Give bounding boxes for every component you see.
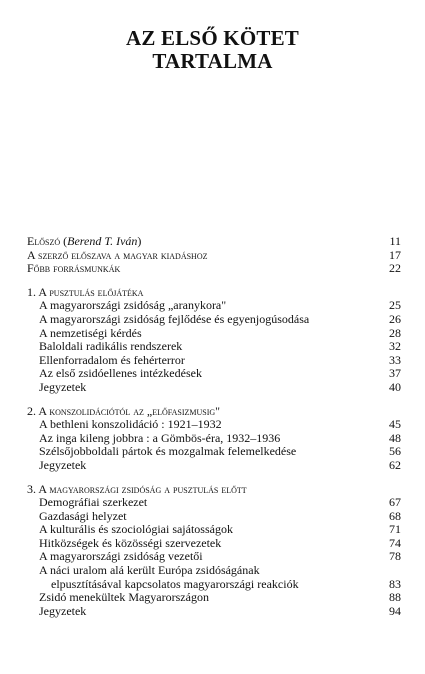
- toc-entry-label-line-2: elpusztításával kapcsolatos magyarországi reakciók: [51, 576, 299, 591]
- toc-entry[interactable]: [27, 418, 401, 432]
- toc-entry-forrasmunkak[interactable]: [27, 262, 401, 276]
- toc-entry[interactable]: [27, 299, 401, 313]
- toc-entry-page: 71: [389, 522, 401, 537]
- toc-entry-page: 33: [389, 352, 401, 367]
- toc-entry-label: Előszó (Berend T. Iván): [27, 234, 142, 248]
- chapter-1-heading[interactable]: [27, 286, 401, 300]
- toc-entry-page: 68: [389, 508, 401, 523]
- chapter-3-heading[interactable]: [27, 483, 401, 497]
- toc-entry-eloszo[interactable]: [27, 235, 401, 249]
- toc-entry-page: 48: [389, 430, 401, 445]
- chapter-heading-label: 3. A magyarországi zsidóság a pusztulás előtt: [27, 481, 247, 496]
- toc-entry-label: Jegyzetek: [39, 603, 87, 618]
- chapter-2-heading[interactable]: [27, 405, 401, 419]
- toc-entry-label: Jegyzetek: [39, 379, 87, 394]
- chapter-heading-label: 1. A pusztulás előjátéka: [27, 284, 144, 299]
- chapter-heading-label: 2. A konszolidációtól az „előfasizmusig": [27, 403, 221, 418]
- toc-entry-label: [39, 564, 299, 591]
- toc-entry[interactable]: [27, 313, 401, 327]
- toc-entry-label: A nemzetiségi kérdés: [39, 325, 142, 340]
- toc-entry[interactable]: [27, 445, 401, 459]
- toc-entry-page: 28: [389, 325, 401, 340]
- toc-entry-page: 22: [389, 261, 401, 276]
- toc-entry[interactable]: [27, 459, 401, 473]
- toc-entry[interactable]: [27, 367, 401, 381]
- toc-entry-label: Az első zsidóellenes intézkedések: [39, 366, 202, 381]
- toc-entry-page: 78: [389, 549, 401, 564]
- toc-entry[interactable]: [27, 354, 401, 368]
- toc-entry[interactable]: [27, 381, 401, 395]
- toc-entry-label: Jegyzetek: [39, 457, 87, 472]
- toc-entry-page: 88: [389, 590, 401, 605]
- toc-entry-page: 67: [389, 495, 401, 510]
- toc-entry-label: A kulturális és szociológiai sajátosságok: [39, 522, 233, 537]
- toc-entry-page: 56: [389, 444, 401, 459]
- toc-entry-page: 25: [389, 298, 401, 313]
- toc-entry[interactable]: [27, 340, 401, 354]
- toc-entry-page: 26: [389, 311, 401, 326]
- toc-entry-label: A magyarországi zsidóság „aranykora": [39, 298, 227, 313]
- toc-entry-page: 32: [389, 339, 401, 354]
- toc-entry-label: Demográfiai szerkezet: [39, 495, 148, 510]
- toc-entry-page: 74: [389, 535, 401, 550]
- toc-entry-label: Hitközségek és közösségi szervezetek: [39, 535, 222, 550]
- toc-entry-page: 94: [389, 603, 401, 618]
- toc-entry[interactable]: [27, 550, 401, 564]
- toc-entry[interactable]: [27, 432, 401, 446]
- toc-entry-page: 45: [389, 417, 401, 432]
- toc-entry[interactable]: [27, 537, 401, 551]
- toc-entry[interactable]: [27, 605, 401, 619]
- toc-entry-page: 62: [389, 457, 401, 472]
- toc-entry[interactable]: [27, 510, 401, 524]
- title-line-2: TARTALMA: [152, 49, 273, 73]
- toc-entry-label: A szerző előszava a magyar kiadáshoz: [27, 247, 208, 262]
- table-of-contents: [27, 235, 401, 618]
- toc-entry-label: A magyarországi zsidóság fejlődése és egyenjogúsodása: [39, 311, 310, 326]
- toc-entry-szerzo-eloszava[interactable]: [27, 249, 401, 263]
- toc-entry-wrapped[interactable]: [27, 564, 401, 591]
- toc-entry[interactable]: [27, 523, 401, 537]
- toc-entry-page: 17: [389, 247, 401, 262]
- toc-entry-label: Ellenforradalom és fehérterror: [39, 352, 185, 367]
- toc-entry-page: 40: [389, 379, 401, 394]
- toc-entry-label: Baloldali radikális rendszerek: [39, 339, 183, 354]
- toc-entry-label: Gazdasági helyzet: [39, 508, 127, 523]
- toc-entry[interactable]: [27, 591, 401, 605]
- toc-entry-label: Szélsőjobboldali pártok és mozgalmak felemelkedése: [39, 444, 297, 459]
- toc-entry-label: Zsidó menekültek Magyarországon: [39, 590, 209, 605]
- toc-entry-label: A magyarországi zsidóság vezetői: [39, 549, 203, 564]
- toc-entry-label-line-1: A náci uralom alá került Európa zsidóságának: [39, 563, 260, 578]
- toc-entry-page: 37: [389, 366, 401, 381]
- toc-entry[interactable]: [27, 496, 401, 510]
- toc-entry-label: Főbb forrásmunkák: [27, 261, 121, 276]
- title-line-1: AZ ELSŐ KÖTET: [126, 26, 299, 50]
- toc-entry-label: A bethleni konszolidáció : 1921–1932: [39, 417, 222, 432]
- page-title: [0, 27, 425, 73]
- toc-entry-page: 11: [389, 234, 401, 248]
- toc-entry-label: Az inga kileng jobbra : a Gömbös-éra, 1932–1936: [39, 430, 281, 445]
- toc-entry-page: 83: [389, 576, 401, 591]
- toc-entry[interactable]: [27, 327, 401, 341]
